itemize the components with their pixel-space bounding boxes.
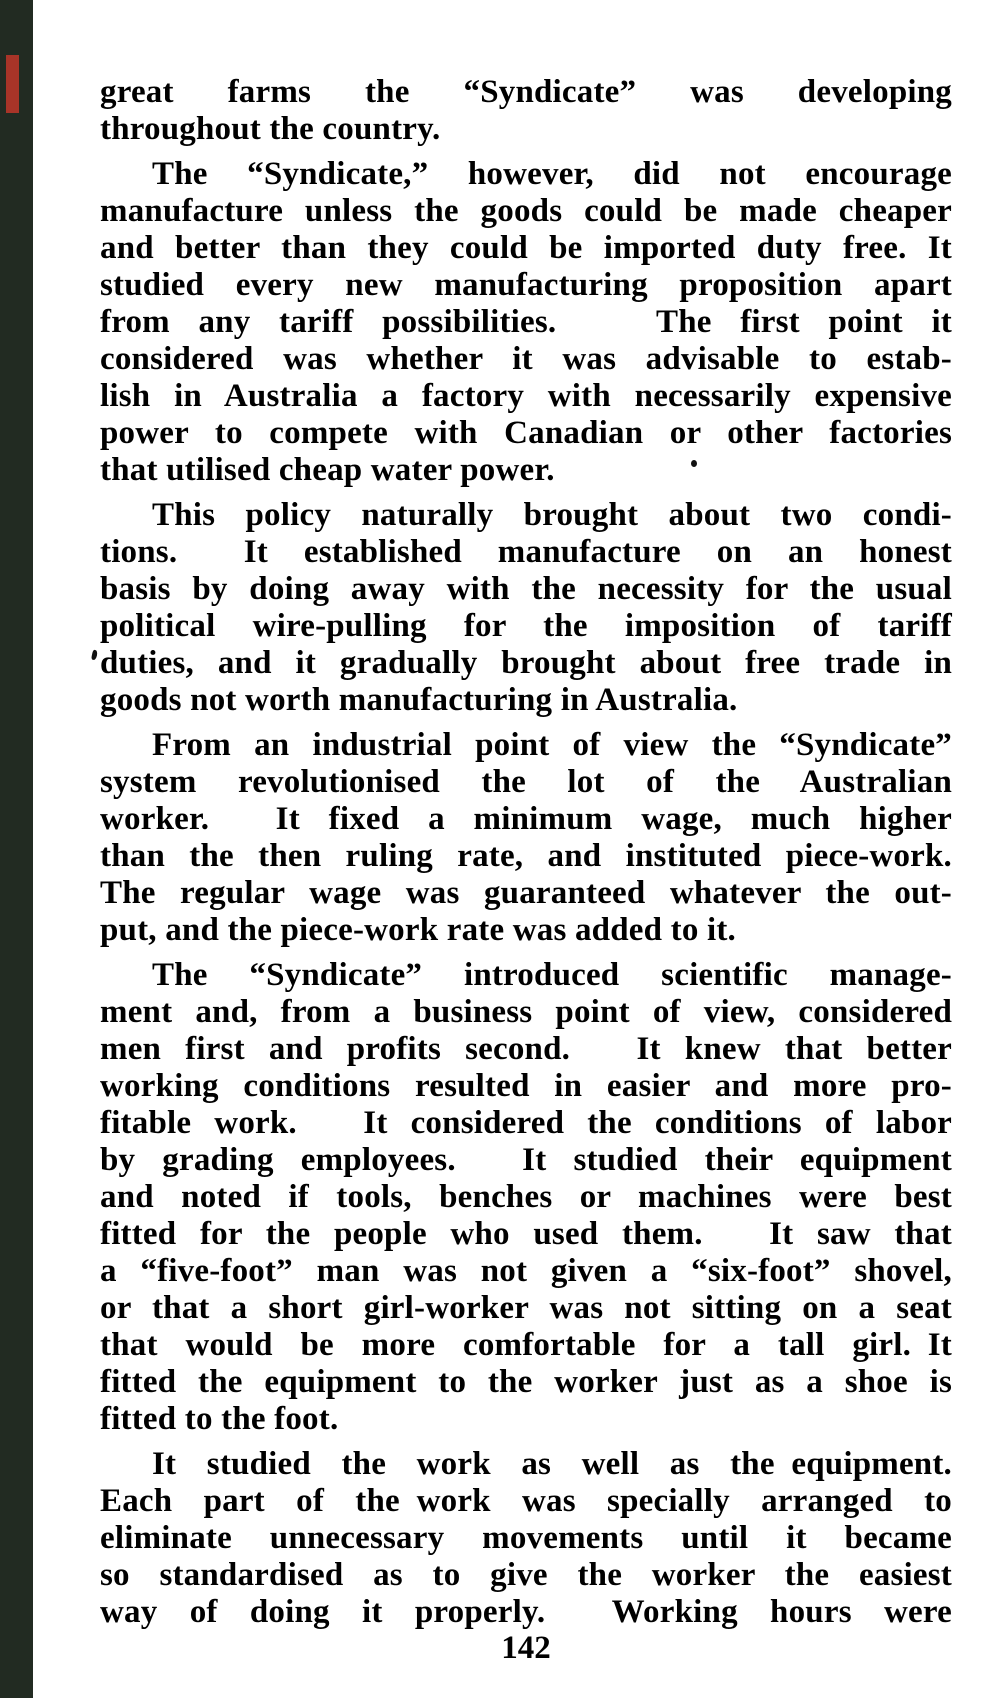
paragraph: [100, 497, 952, 719]
text-line: goods not worth manufacturing in Australia.: [100, 682, 738, 718]
paragraph: [100, 957, 952, 1438]
paragraph: [100, 74, 952, 148]
page-number: 142: [501, 1630, 551, 1666]
text-line: by grading employees. It studied their equipment: [100, 1142, 952, 1178]
text-line: throughout the country.: [100, 111, 441, 147]
text-line: lish in Australia a factory with necessarily expensive: [100, 378, 952, 414]
text-line: fitted the equipment to the worker just as a shoe is: [100, 1364, 952, 1400]
text-line: eliminate unnecessary movements until it became: [100, 1520, 952, 1556]
text-line: From an industrial point of view the “Syndicate”: [152, 727, 952, 763]
text-line: Each part of the work was specially arranged to: [100, 1483, 952, 1519]
page-text: [100, 74, 952, 1631]
text-line: that utilised cheap water power.: [100, 452, 555, 488]
paragraph: [100, 156, 952, 489]
text-line: tions. It established manufacture on an honest: [100, 534, 952, 570]
text-line: or that a short girl-worker was not sitting on a seat: [100, 1290, 952, 1326]
scan-edge-strip: [0, 0, 33, 1698]
ink-speck: [691, 460, 697, 467]
text-line: The “Syndicate” introduced scientific manage-: [152, 957, 952, 993]
text-line: fitable work. It considered the conditions of labor: [100, 1105, 952, 1141]
text-line: This policy naturally brought about two condi-: [152, 497, 952, 533]
text-line: system revolutionised the lot of the Australian: [100, 764, 952, 800]
text-line: and noted if tools, benches or machines were best: [100, 1179, 952, 1215]
text-line: fitted for the people who used them. It saw that: [100, 1216, 952, 1252]
text-line: power to compete with Canadian or other factories: [100, 415, 952, 451]
text-line: worker. It fixed a minimum wage, much higher: [100, 801, 952, 837]
text-line: ment and, from a business point of view, considered: [100, 994, 952, 1030]
text-line: manufacture unless the goods could be made cheaper: [100, 193, 952, 229]
text-line: fitted to the foot.: [100, 1401, 339, 1437]
text-line: great farms the “Syndicate” was developing: [100, 74, 952, 110]
paragraph: [100, 1446, 952, 1631]
scan-edge-red-mark: [6, 55, 19, 113]
text-line: studied every new manufacturing proposition apart: [100, 267, 952, 303]
text-line: so standardised as to give the worker the easiest: [100, 1557, 952, 1593]
text-line: that would be more comfortable for a tall girl. It: [100, 1327, 952, 1363]
text-line: working conditions resulted in easier and more pro-: [100, 1068, 952, 1104]
text-line: a “five-foot” man was not given a “six-foot” shovel,: [100, 1253, 952, 1289]
text-line: basis by doing away with the necessity for the usual: [100, 571, 952, 607]
text-line: than the then ruling rate, and instituted piece-work.: [100, 838, 952, 874]
text-line: It studied the work as well as the equipment.: [152, 1446, 952, 1482]
text-line: way of doing it properly. Working hours were: [100, 1594, 952, 1630]
text-line: considered was whether it was advisable to estab-: [100, 341, 952, 377]
text-line: put, and the piece-work rate was added to it.: [100, 912, 736, 948]
text-line: The regular wage was guaranteed whatever the out-: [100, 875, 952, 911]
text-line: political wire-pulling for the imposition of tariff: [100, 608, 952, 644]
text-line: duties, and it gradually brought about free trade in: [100, 645, 952, 681]
text-line: men first and profits second. It knew that better: [100, 1031, 952, 1067]
ink-speck: [91, 650, 98, 661]
text-line: and better than they could be imported duty free. It: [100, 230, 952, 266]
paragraph: [100, 727, 952, 949]
text-line: from any tariff possibilities. The first point it: [100, 304, 952, 340]
text-line: The “Syndicate,” however, did not encourage: [152, 156, 952, 192]
